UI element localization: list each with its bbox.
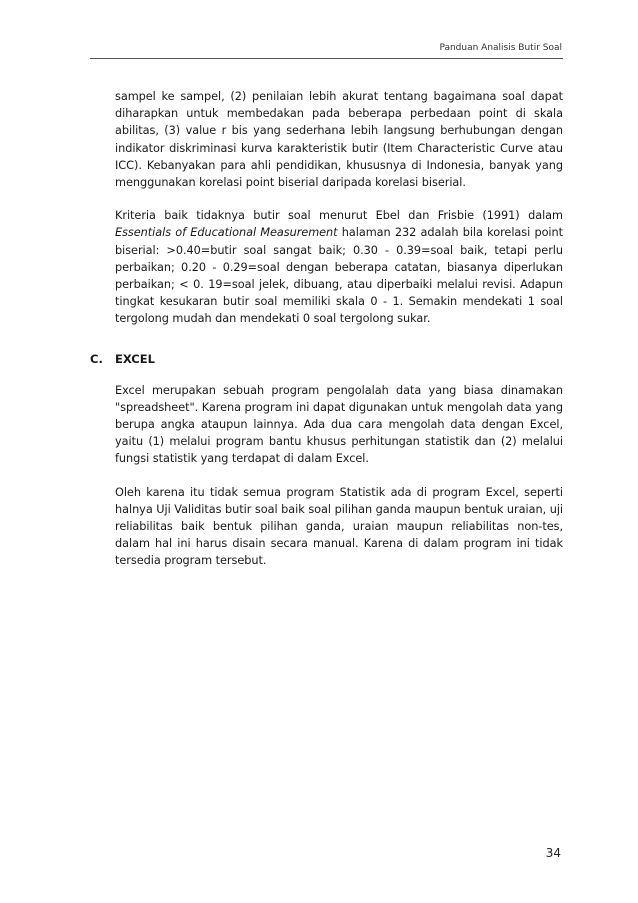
body-paragraph-2 [115,207,563,327]
section-heading-excel [90,351,563,368]
paragraph-2-lead: Kriteria baik tidaknya butir soal menurut Ebel dan Frisbie (1991) dalam [115,209,563,223]
paragraph-2-rest: halaman 232 adalah bila korelasi point biserial: >0.40=butir soal sangat baik; 0.30 - 0.39=soal baik, tetapi perlu perbaikan; 0.20 - 0.29=soal dengan beberapa catatan, biasanya diperlukan perbaikan; < 0. 19=soal jelek, dibuang, atau diperbaiki melalui revisi. Adapun tingkat kesukaran butir soal memiliki skala 0 - 1. Semakin mendekati 1 soal tergolong mudah dan mendekati 0 soal tergolong sukar. [115,226,564,326]
page-body [90,88,564,570]
running-header: Panduan Analisis Butir Soal [439,43,562,53]
page-number: 34 [545,846,561,860]
section-title: EXCEL [115,351,155,366]
section-number: C. [90,351,103,366]
header-divider [90,58,563,59]
book-title: Essentials of Educational Measurement [115,226,338,240]
excel-paragraph-1: Excel merupakan sebuah program pengolalah data yang biasa dinamakan "spreadsheet". Karena program ini dapat digunakan untuk mengolah data yang berupa angka ataupun lainnya. Ada dua cara mengolah data dengan Excel, yaitu (1) melalui program bantu khusus perhitungan statistik dan (2) melalui fungsi statistik yang terdapat di dalam Excel. [115,383,563,466]
excel-paragraph-2: Oleh karena itu tidak semua program Statistik ada di program Excel, seperti halnya Uji Validitas butir soal baik soal pilihan ganda maupun bentuk uraian, uji reliabilitas baik bentuk pilihan ganda, uraian maupun reliabilitas non-tes, dalam hal ini harus disain secara manual. Karena di dalam program ini tidak tersedia program tersebut. [115,485,563,568]
body-paragraph-1: sampel ke sampel, (2) penilaian lebih akurat tentang bagaimana soal dapat diharapkan untuk membedakan pada beberapa perbedaan point di skala abilitas, (3) value r bis yang sederhana lebih langsung berhubungan dengan indikator diskriminasi kurva karakteristik butir (Item Characteristic Curve atau ICC). Kebanyakan para ahli pendidikan, khususnya di Indonesia, banyak yang menggunakan korelasi point biserial daripada korelasi biserial. [115,90,563,190]
